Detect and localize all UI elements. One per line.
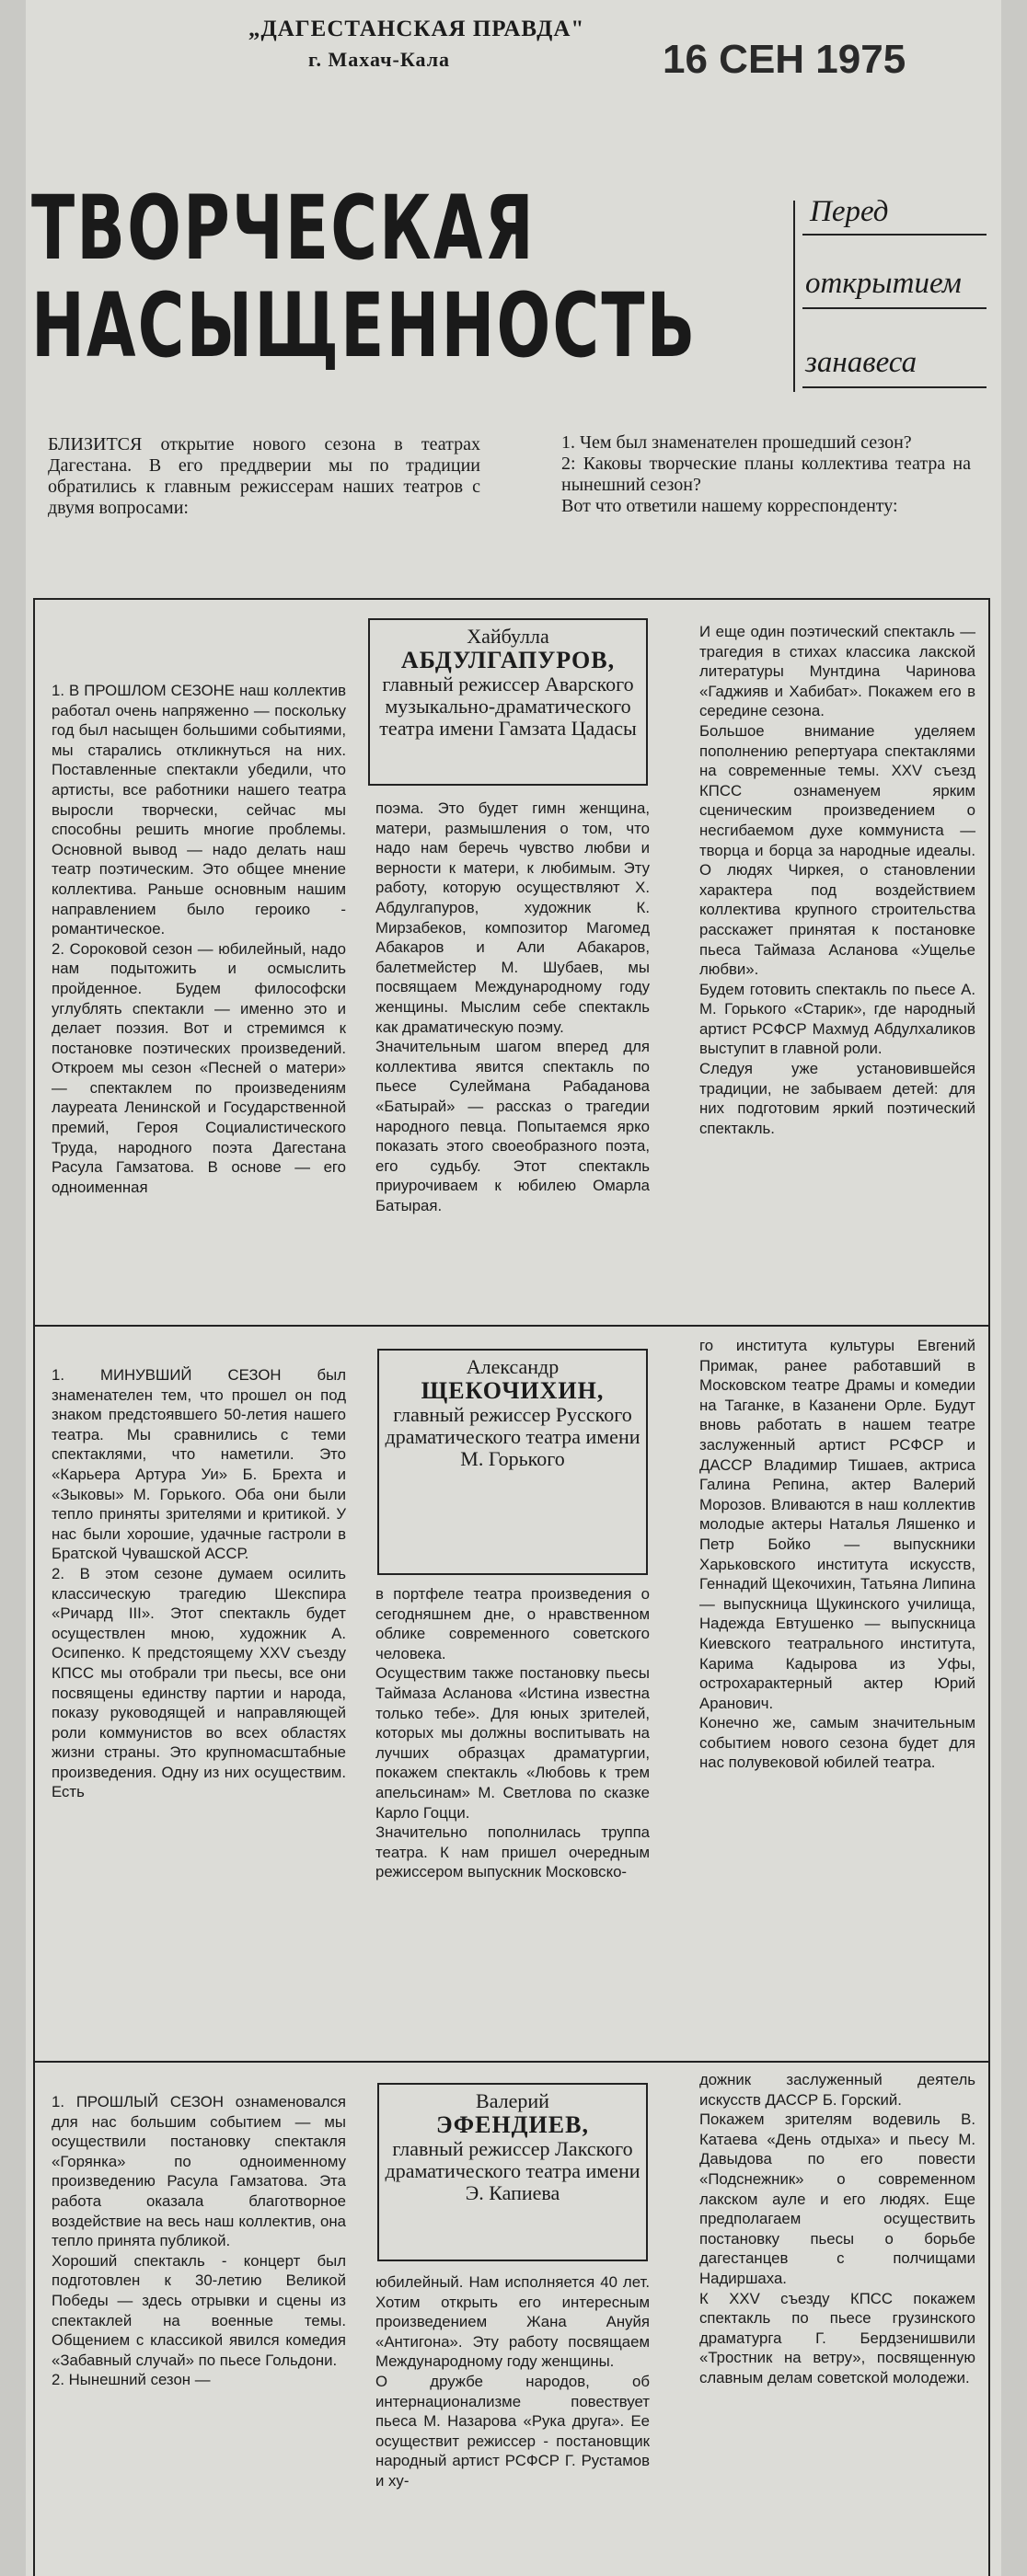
section-3-rule	[33, 2061, 990, 2063]
section-3-column-3: дожник заслуженный деятель искусств ДАССР Б. Горский. Покажем зрителям водевиль В. Катаева «День отдыха» и пьесу М. Давыдова по его повести «Подснежник» о современном лакском ауле и его людях. Еще предполагаем осуществить постановку пьесы о борьбе дагестанцев с полчищами Надиршаха. К XXV съезду КПСС покажем спектакль по пьесе грузинского драматурга Г. Бердзенишвили «Тростник на ветру», посвященную славным делам советской молодежи.	[699, 2071, 975, 2386]
section-1-column-3: И еще один поэтический спектакль — трагедия в стихах классика лакской литературы Мунтдина Чаринова «Гаджияв и Хабибат». Покажем его в середине сезона. Большое внимание уделяем пополнению репертуара спектаклями на современные темы. XXV съезд КПСС ознаменуем ярким сценическим произведением о несгибаемом духе коммуниста — творца и борца за народные идеалы. О людях Чиркея, о становлении характера под воздействием коллектива крупного строительства расскажет принятая к постановке пьеса Таймаза Асланова «Ущелье любви». Будем готовить спектакль по пьесе А. М. Горького «Старик», где народный артист РСФСР Махмуд Абдулхаликов выступит в главной роли. Следуя уже установившейся традиции, не забываем детей: для них подготовим яркий поэтический спектакль.	[699, 623, 975, 1137]
section-1-right-border	[988, 598, 990, 1325]
section-2-column-1: 1. МИНУВШИЙ СЕЗОН был знаменателен тем, что прошел он под знаком предстоявшего 50-летия нашего театра. Мы сравнились с теми спектаклями, что наметили. Это «Карьера Артура Уи» Б. Брехта и «Зыковы» М. Горького. Оба они были тепло приняты зрителями и критикой. У нас были хорошие, удачные гастроли в Братской Чувашской АССР. 2. В этом сезоне думаем осилить классическую трагедию Шекспира «Ричард III». Этот спектакль будет осуществлен мною, художник А. Осипенко. К предстоящему XXV съезду КПСС мы отобрали три пьесы, все они посвящены единству партии и народа, показу руководящей и направляющей роли коммунистов во всех областях жизни страны. Это крупномасштабные произведения. Одну из них осуществим. Есть	[52, 1366, 346, 1801]
rubric-bar	[793, 201, 795, 392]
rubric-line-3: занавеса	[805, 346, 917, 379]
intro-left: БЛИЗИТСЯ открытие нового сезона в театрах Дагестана. В его преддверии мы по традиции обратились к главным режиссерам наших театров с двумя вопросами:	[48, 434, 480, 518]
headline-line-1: ТВОРЧЕСКАЯ	[31, 177, 536, 280]
author-role: главный режиссер Русского драматического театра имени М. Горького	[385, 1403, 640, 1470]
author-role: главный режиссер Лакского драматического театра имени Э. Капиева	[385, 2137, 640, 2204]
section-1-column-2: поэма. Это будет гимн женщина, матери, размышления о том, что надо нам беречь чувство любви и верности к матери, к любимым. Эту работу, которую осуществляют Х. Абдулгапуров, художник К. Мирзабеков, композитор Магомед Абакаров и Али Абакаров, балетмейстер М. Шубаев, мы посвящаем Международному году женщины. Мыслим себе спектакль как драматическую поэму. Значительным шагом вперед для коллектива явится спектакль по пьесе Сулеймана Рабаданова «Батырай» — рассказ о трагедии народного певца. Попытаемся ярко показать этого своеобразного поэта, его судьбу. Этот спектакль приурочиваем к юбилею Омарла Батырая.	[375, 799, 650, 1214]
section-3-right-border	[988, 2061, 990, 2576]
date-stamp: 16 СЕН 1975	[663, 37, 906, 82]
section-3-column-1: 1. ПРОШЛЫЙ СЕЗОН ознаменовался для нас большим событием — мы осуществили постановку спектакля «Горянка» по одноименному произведению Расула Гамзатова. Эта работа оказала благотворное воздействие на весь наш коллектив, она тепло принята публикой. Хороший спектакль - концерт был подготовлен к 30-летию Великой Победы — здесь отрывки и сцены из спектаклей на военные темы. Общением с классикой явился комедия «Забавный случай» по пьесе Гольдони. 2. Нынешний сезон —	[52, 2093, 346, 2389]
section-2-rule	[33, 1325, 990, 1327]
section-2-left-border	[33, 1325, 35, 2061]
author-first-name: Валерий	[476, 2089, 549, 2112]
author-box-2	[377, 1349, 648, 1575]
section-3-left-border	[33, 2061, 35, 2576]
rubric-underline-3	[802, 386, 987, 388]
author-first-name: Александр	[466, 1355, 560, 1378]
section-1-left-border	[33, 598, 35, 1325]
section-2-column-2: в портфеле театра произведения о сегодняшнем дне, о нравственном облике современного советского человека. Осуществим также постановку пьесы Таймаза Асланова «Истина известна только тебе». Для юных зрителей, которых мы должны воспитывать на лучших образцах драматургии, покажем спектакль «Любовь к трем апельсинам» М. Светлова по сказке Карло Гоцци. Значительно пополнилась труппа театра. К нам пришел очередным режиссером выпускник Московско-	[375, 1585, 650, 1881]
author-last-name: ЭФЕНДИЕВ,	[436, 2111, 589, 2138]
intro-right: 1. Чем был знаменателен прошедший сезон? 2: Каковы творческие планы коллектива театра на нынешний сезон? Вот что ответили нашему корреспонденту:	[561, 432, 971, 516]
author-last-name: ЩЕКОЧИХИН,	[421, 1377, 605, 1404]
section-1-rule	[33, 598, 990, 600]
author-last-name: АБДУЛГАПУРОВ,	[400, 647, 616, 673]
author-first-name: Хайбулла	[467, 625, 549, 648]
section-1-column-1: 1. В ПРОШЛОМ СЕЗОНЕ наш коллектив работал очень напряженно — поскольку год был насыщен большими событиями, мы старались откликнуться на них. Поставленные спектакли убедили, что артисты, все работники нашего театра выросли творчески, сейчас мы способны решить многие проблемы. Основной вывод — надо делать наш театр поэтическим. Это общее мнение коллектива. Раньше основным нашим направлением было героико - романтическое. 2. Сороковой сезон — юбилейный, надо нам подытожить и осмыслить пройденное. Будем философски углублять спектакли — именно это и делает поэзия. Вот и стремимся к постановке поэтических произведений. Откроем мы сезон «Песней о матери» — спектаклем по произведениям лауреата Ленинской и Государственной премий, Героя Социалистического Труда, народного поэта Дагестана Расула Гамзатова. В основе — его одноименная	[52, 682, 346, 1196]
author-box-1	[368, 618, 648, 786]
author-role: главный режиссер Аварского музыкально-драматического театра имени Гамзата Цадасы	[379, 673, 637, 740]
headline-line-2: НАСЫЩЕННОСТЬ	[31, 274, 698, 377]
section-2-right-border	[988, 1325, 990, 2061]
rubric-underline-1	[802, 234, 987, 236]
section-2-column-3: го института культуры Евгений Примак, ранее работавший в Московском театре Драмы и комедии на Таганке, в Казанени Орле. Будут вновь работать в нашем театре заслуженный артист РСФСР и ДАССР Владимир Тишаев, актриса Галина Репина, актер Валерий Морозов. Вливаются в наш коллектив молодые актеры Наталья Ляшенко и Петр Бойко — выпускники Харьковского института искусств, Геннадий Щекочихин, Татьяна Липина — выпускница Щукинского училища, Надежда Евтушенко — выпускница Киевского театрального института, Карима Кадырова из Уфы, острохарактерный актер Юрий Аранович. Конечно же, самым значительным событием нового сезона будет для нас полувековой юбилей театра.	[699, 1337, 975, 1772]
rubric-line-1: Перед	[810, 195, 889, 228]
author-box-3	[377, 2083, 648, 2261]
rubric-underline-2	[802, 307, 987, 309]
section-3-column-2: юбилейный. Нам исполняется 40 лет. Хотим открыть его интересным произведением Жана Ануйя «Антигона». Эту работу посвящаем Международному году женщины. О дружбе народов, об интернационализме повествует пьеса М. Назарова «Рука друга». Ее осуществит режиссер - постановщик народный артист РСФСР Г. Рустамов и ху-	[375, 2273, 650, 2490]
rubric-line-2: открытием	[805, 267, 962, 300]
city-label: г. Махач-Кала	[308, 48, 451, 71]
newspaper-name: „ДАГЕСТАНСКАЯ ПРАВДА"	[248, 17, 585, 41]
